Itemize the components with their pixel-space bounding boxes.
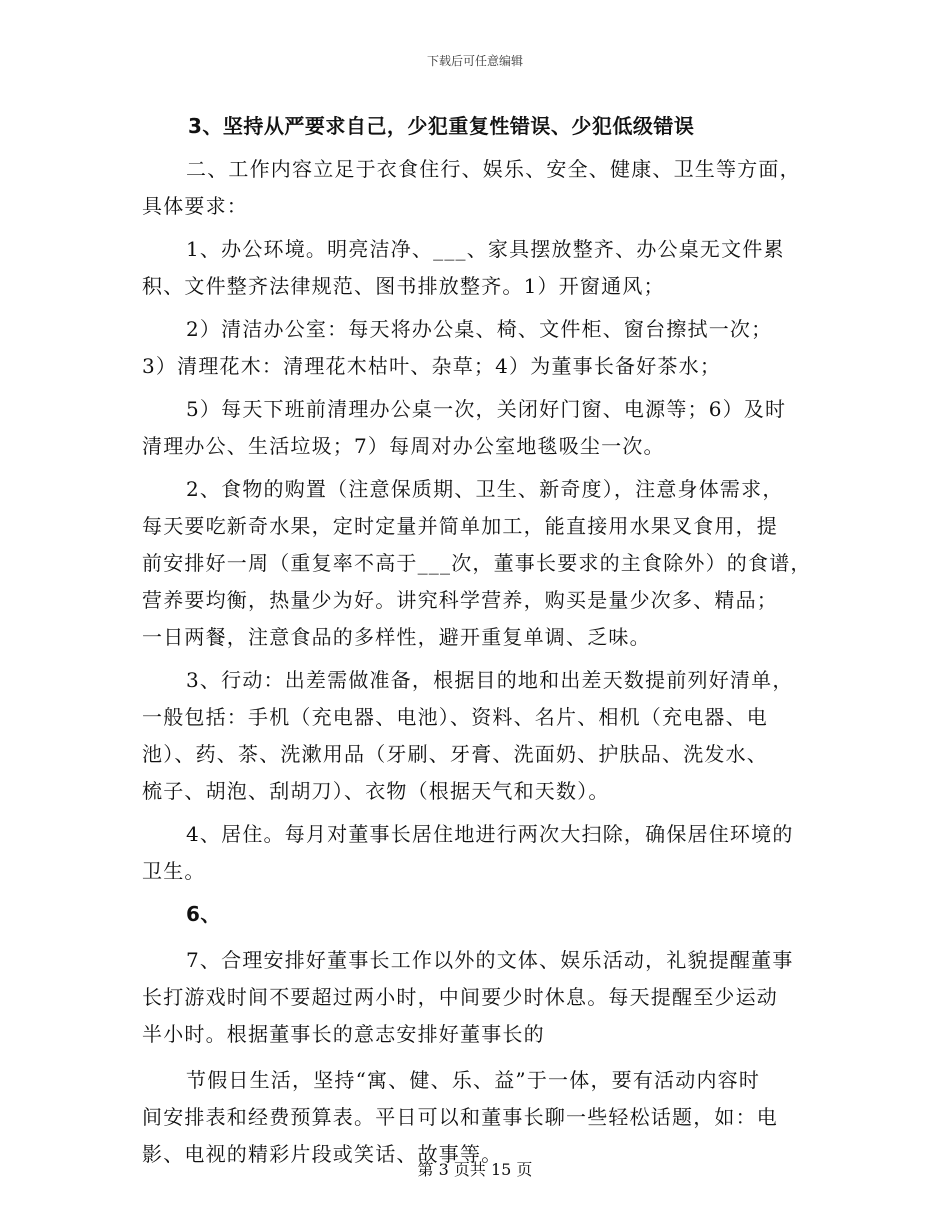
paragraph-line: 卫生。 [142,859,206,883]
document-body [142,108,822,1173]
page-number: 第 3 页共 15 页 [417,1160,533,1179]
paragraph-line: 2）清洁办公室：每天将办公桌、椅、文件柜、窗台擦拭一次； [186,317,773,341]
paragraph-line: 影、电视的精彩片段或笑话、故事等。 [142,1142,503,1166]
paragraph-line: 4、居住。每月对董事长居住地进行两次大扫除，确保居住环境的 [186,822,794,846]
paragraph-line: 池）、药、茶、洗漱用品（牙刷、牙膏、洗面奶、护肤品、洗发水、 [142,742,768,766]
paragraph-line: 1、办公环境。明亮洁净、___、家具摆放整齐、办公桌无文件累 [186,237,785,261]
section-number: 6、 [186,902,221,926]
paragraph-line: 7、合理安排好董事长工作以外的文体、娱乐活动，礼貌提醒董事 [186,948,794,972]
paragraph-line: 清理办公、生活垃圾；7）每周对办公室地毯吸尘一次。 [142,434,665,458]
paragraph-line: 5）每天下班前清理办公桌一次，关闭好门窗、电源等；6）及时 [186,397,787,421]
paragraph-line: 节假日生活，坚持“寓、健、乐、益”于一体，要有活动内容时 [186,1068,761,1092]
paragraph-line: 一日两餐，注意食品的多样性，避开重复单调、乏味。 [142,625,651,649]
paragraph-line: 2、食物的购置（注意保质期、卫生、新奇度），注意身体需求， [186,477,784,501]
paragraph-line: 积、文件整齐法律规范、图书排放整齐。1）开窗通风； [142,274,665,298]
paragraph-line: 3）清理花木：清理花木枯叶、杂草；4）为董事长备好茶水； [142,354,722,378]
paragraph-line: 具体要求： [142,194,248,218]
paragraph-line: 二、工作内容立足于衣食住行、娱乐、安全、健康、卫生等方面， [186,157,801,181]
paragraph-line: 前安排好一周（重复率不高于___次，董事长要求的主食除外）的食谱， [142,551,812,575]
paragraph-line: 梳子、胡泡、刮胡刀）、衣物（根据天气和天数）。 [142,779,610,803]
paragraph-line: 每天要吃新奇水果，定时定量并简单加工，能直接用水果叉食用，提 [142,514,778,538]
paragraph-line: 间安排表和经费预算表。平日可以和董事长聊一些轻松话题，如：电 [142,1105,778,1129]
paragraph-line: 半小时。根据董事长的意志安排好董事长的 [142,1022,545,1046]
paragraph-line: 营养要均衡，热量少为好。讲究科学营养，购买是量少次多、精品； [142,588,778,612]
page-header: 下载后可任意编辑 [426,54,523,68]
paragraph-line: 一般包括：手机（充电器、电池）、资料、名片、相机（充电器、电 [142,705,768,729]
paragraph-line: 3、行动：出差需做准备，根据目的地和出差天数提前列好清单， [186,668,794,692]
section-title: 3、坚持从严要求自己，少犯重复性错误、少犯低级错误 [188,114,695,138]
paragraph-line: 长打游戏时间不要超过两小时，中间要少时休息。每天提醒至少运动 [142,985,778,1009]
